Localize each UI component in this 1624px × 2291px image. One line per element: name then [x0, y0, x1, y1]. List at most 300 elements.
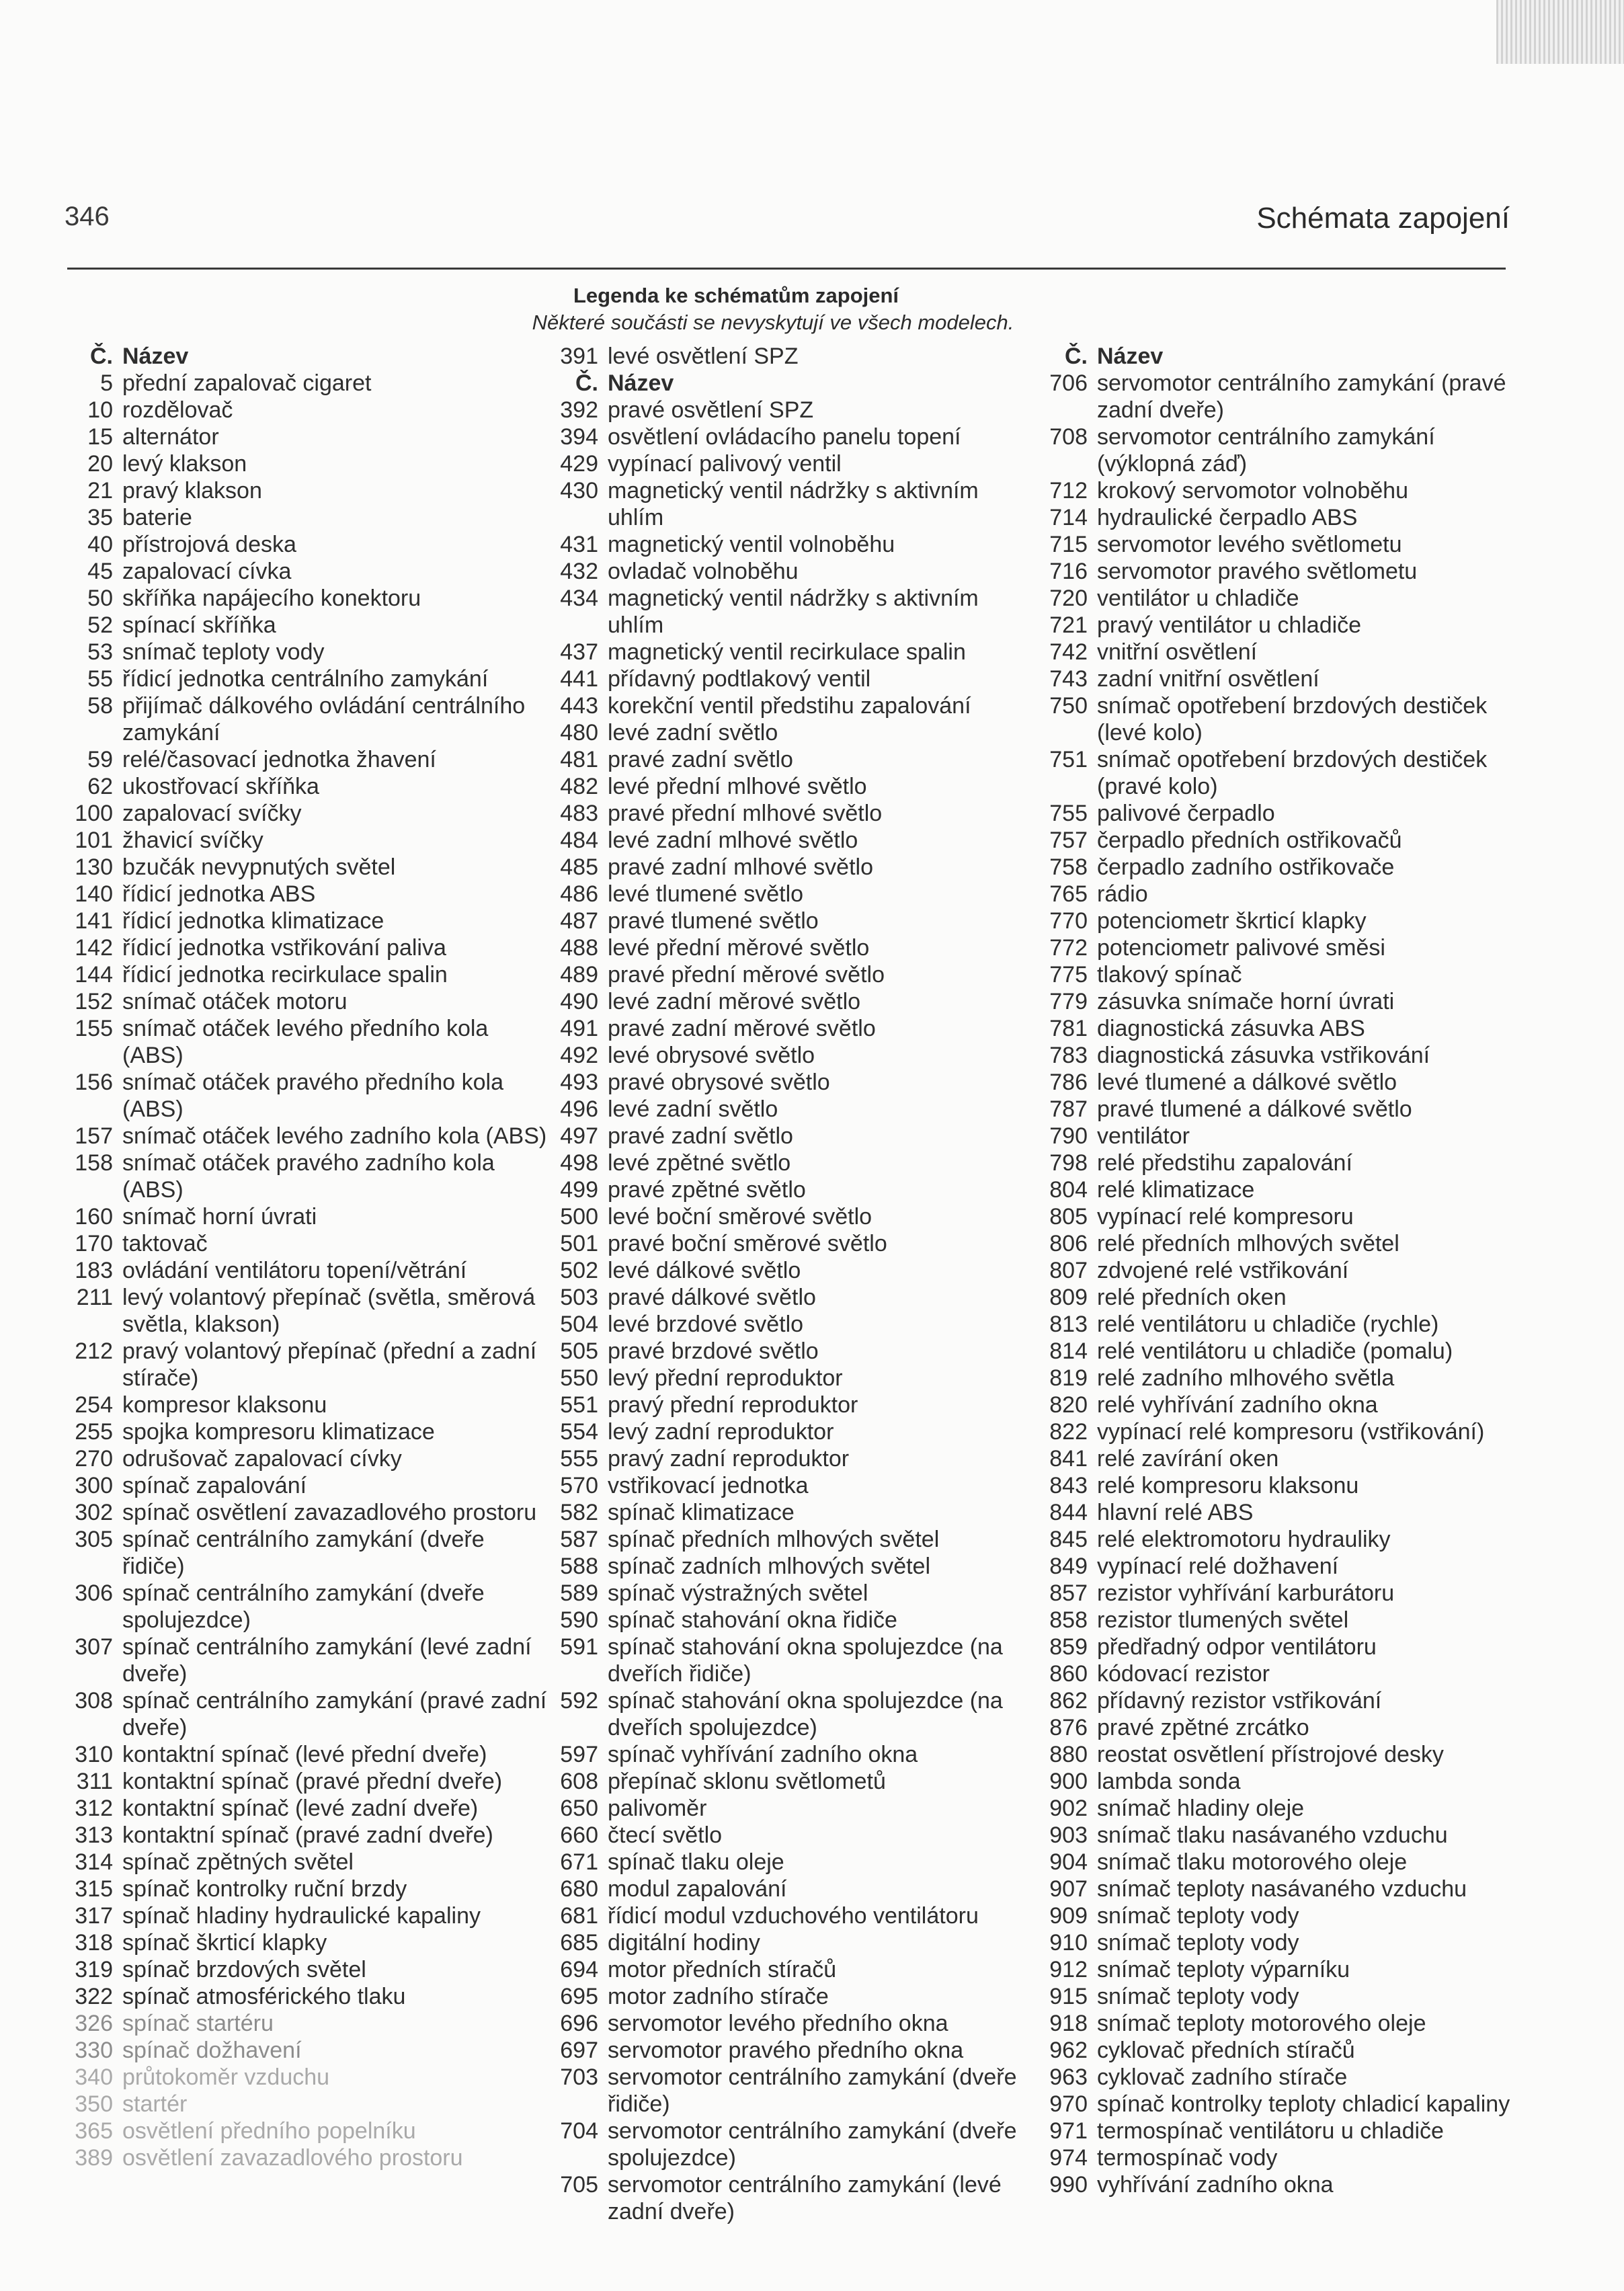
- legend-entry: [554, 1365, 1024, 1392]
- legend-entry: [554, 908, 1024, 934]
- entry-number: 211: [76, 1285, 113, 1310]
- entry-number: 570: [560, 1473, 598, 1498]
- legend-entry: [1043, 1660, 1514, 1687]
- legend-entry: [1043, 504, 1514, 531]
- legend-entry: [1043, 800, 1514, 827]
- legend-column-2: [554, 343, 1024, 2225]
- legend-entry: [554, 854, 1024, 881]
- legend-title: Legenda ke schématům zapojení: [573, 284, 899, 307]
- legend-entry: [554, 1526, 1024, 1553]
- entry-name: servomotor centrálního zamykání (dveře spolujezdce): [608, 2118, 1017, 2171]
- entry-number: 10: [87, 397, 113, 423]
- legend-entry: [66, 666, 550, 692]
- legend-entry: [554, 639, 1024, 666]
- entry-name: relé zadního mlhového světla: [1097, 1365, 1395, 1391]
- entry-name: modul zapalování: [608, 1876, 787, 1902]
- legend-column-header: [66, 343, 550, 370]
- entry-number: 158: [75, 1150, 113, 1176]
- entry-name: spínač centrálního zamykání (levé zadní dveře): [122, 1634, 532, 1687]
- column-header-number: Č.: [575, 370, 598, 396]
- legend-entry: [1043, 1902, 1514, 1929]
- entry-name: spínač kontrolky ruční brzdy: [122, 1876, 407, 1902]
- legend-entry: [66, 531, 550, 558]
- legend-entry: [66, 1499, 550, 1526]
- entry-name: snímač horní úvrati: [122, 1204, 317, 1230]
- entry-name: pravý zadní reproduktor: [608, 1446, 850, 1472]
- entry-name: levé zpětné světlo: [608, 1150, 791, 1176]
- entry-name: levé zadní světlo: [608, 1096, 778, 1122]
- legend-entry: [1043, 1257, 1514, 1284]
- entry-name: levý volantový přepínač (světla, směrová světla, klakson): [122, 1285, 536, 1337]
- entry-name: předřadný odpor ventilátoru: [1097, 1634, 1377, 1660]
- legend-entry: [554, 1123, 1024, 1150]
- legend-entry: [66, 1123, 550, 1150]
- entry-number: 59: [87, 747, 113, 772]
- legend-entry: [554, 1042, 1024, 1069]
- entry-name: palivové čerpadlo: [1097, 801, 1275, 826]
- legend-entry: [1043, 1392, 1514, 1418]
- legend-entry: [66, 1983, 550, 2010]
- entry-number: 486: [560, 881, 598, 907]
- legend-entry: [1043, 1849, 1514, 1876]
- entry-number: 849: [1049, 1554, 1088, 1579]
- entry-number: 350: [75, 2091, 113, 2117]
- entry-number: 805: [1049, 1204, 1088, 1230]
- entry-number: 317: [75, 1903, 113, 1929]
- entry-number: 970: [1049, 2091, 1088, 2117]
- entry-name: levé přední měrové světlo: [608, 935, 870, 961]
- entry-name: snímač otáček motoru: [122, 989, 348, 1014]
- entry-number: 903: [1049, 1822, 1088, 1848]
- entry-number: 300: [75, 1473, 113, 1498]
- entry-number: 843: [1049, 1473, 1088, 1498]
- legend-entry: [554, 1338, 1024, 1365]
- entry-name: spínací skříňka: [122, 612, 276, 638]
- entry-name: levý klakson: [122, 451, 247, 477]
- entry-name: přepínač sklonu světlometů: [608, 1769, 886, 1794]
- entry-name: osvětlení ovládacího panelu topení: [608, 424, 961, 450]
- entry-name: ovládání ventilátoru topení/větrání: [122, 1258, 467, 1283]
- entry-name: spínač tlaku oleje: [608, 1849, 784, 1875]
- legend-entry: [554, 1956, 1024, 1983]
- entry-number: 862: [1049, 1688, 1088, 1714]
- entry-name: rezistor vyhřívání karburátoru: [1097, 1580, 1395, 1606]
- entry-number: 806: [1049, 1231, 1088, 1256]
- entry-name: spínač osvětlení zavazadlového prostoru: [122, 1500, 537, 1525]
- entry-name: spínač centrálního zamykání (pravé zadní dveře): [122, 1688, 547, 1740]
- entry-name: pravé zadní světlo: [608, 747, 793, 772]
- entry-name: spínač stahování okna spolujezdce (na dveřích spolujezdce): [608, 1688, 1003, 1740]
- entry-name: cyklovač zadního stírače: [1097, 2064, 1348, 2090]
- legend-entry: [1043, 1876, 1514, 1902]
- entry-name: spínač předních mlhových světel: [608, 1527, 940, 1552]
- entry-number: 555: [560, 1446, 598, 1472]
- entry-name: spínač startéru: [122, 2011, 274, 2036]
- entry-name: kontaktní spínač (levé přední dveře): [122, 1742, 487, 1767]
- legend-entry: [1043, 746, 1514, 800]
- entry-number: 608: [560, 1769, 598, 1794]
- entry-name: průtokoměr vzduchu: [122, 2064, 330, 2090]
- entry-name: snímač teploty vody: [1097, 1930, 1299, 1956]
- entry-number: 844: [1049, 1500, 1088, 1525]
- entry-name: přední zapalovač cigaret: [122, 370, 372, 396]
- legend-entry: [66, 1634, 550, 1687]
- legend-entry: [66, 1876, 550, 1902]
- legend-entry: [554, 1284, 1024, 1311]
- entry-number: 130: [75, 854, 113, 880]
- entry-name: řídicí jednotka recirkulace spalin: [122, 962, 448, 988]
- legend-entry: [66, 424, 550, 450]
- entry-name: zadní vnitřní osvětlení: [1097, 666, 1320, 692]
- entry-number: 156: [75, 1070, 113, 1095]
- column-header-name: Název: [608, 370, 674, 396]
- page-number: 346: [65, 202, 110, 231]
- entry-number: 550: [560, 1365, 598, 1391]
- entry-name: spínač škrticí klapky: [122, 1930, 327, 1956]
- entry-number: 155: [75, 1016, 113, 1041]
- legend-entry: [554, 424, 1024, 450]
- legend-entry: [66, 1150, 550, 1203]
- legend-entry: [66, 934, 550, 961]
- legend-entry: [554, 477, 1024, 531]
- legend-entry: [66, 1902, 550, 1929]
- entry-name: spínač zpětných světel: [122, 1849, 354, 1875]
- legend-entry: [1043, 2064, 1514, 2091]
- entry-number: 750: [1049, 693, 1088, 719]
- entry-name: reostat osvětlení přístrojové desky: [1097, 1742, 1444, 1767]
- legend-entry: [554, 1822, 1024, 1849]
- legend-entry: [1043, 2010, 1514, 2037]
- legend-entry: [554, 1741, 1024, 1768]
- legend-entry: [1043, 1822, 1514, 1849]
- entry-name: levé zadní měrové světlo: [608, 989, 861, 1014]
- legend-column-1: [66, 343, 550, 2171]
- legend-entry: [66, 397, 550, 424]
- legend-entry: [1043, 1983, 1514, 2010]
- entry-name: spojka kompresoru klimatizace: [122, 1419, 435, 1445]
- legend-entry: [66, 2118, 550, 2144]
- entry-name: termospínač ventilátoru u chladiče: [1097, 2118, 1444, 2144]
- entry-number: 505: [560, 1338, 598, 1364]
- entry-name: přídavný rezistor vstřikování: [1097, 1688, 1382, 1714]
- entry-number: 907: [1049, 1876, 1088, 1902]
- entry-name: servomotor pravého předního okna: [608, 2038, 964, 2063]
- legend-entry: [66, 881, 550, 908]
- legend-entry: [1043, 692, 1514, 746]
- entry-name: levé boční směrové světlo: [608, 1204, 872, 1230]
- legend-entry: [66, 800, 550, 827]
- entry-number: 554: [560, 1419, 598, 1445]
- legend-entry: [1043, 881, 1514, 908]
- entry-name: řídicí jednotka vstřikování paliva: [122, 935, 446, 961]
- entry-number: 15: [87, 424, 113, 450]
- entry-name: spínač centrálního zamykání (dveře řidiče): [122, 1527, 485, 1579]
- entry-name: servomotor centrálního zamykání (levé zadní dveře): [608, 2172, 1002, 2224]
- entry-number: 58: [87, 693, 113, 719]
- entry-name: servomotor pravého světlometu: [1097, 559, 1418, 584]
- entry-name: relé ventilátoru u chladiče (pomalu): [1097, 1338, 1453, 1364]
- entry-number: 160: [75, 1204, 113, 1230]
- legend-entry: [66, 504, 550, 531]
- entry-name: tlakový spínač: [1097, 962, 1242, 988]
- legend-entry: [1043, 1284, 1514, 1311]
- entry-number: 697: [560, 2038, 598, 2063]
- entry-number: 501: [560, 1231, 598, 1256]
- legend-entry: [66, 612, 550, 639]
- legend-entry: [1043, 961, 1514, 988]
- entry-name: ovladač volnoběhu: [608, 559, 799, 584]
- legend-entry: [554, 988, 1024, 1015]
- legend-entry: [66, 2037, 550, 2064]
- legend-entry: [1043, 934, 1514, 961]
- legend-entry: [1043, 1365, 1514, 1392]
- entry-name: skříňka napájecího konektoru: [122, 586, 421, 611]
- entry-name: relé předních oken: [1097, 1285, 1287, 1310]
- entry-number: 597: [560, 1742, 598, 1767]
- entry-name: pravé zadní mlhové světlo: [608, 854, 873, 880]
- legend-entry: [1043, 1042, 1514, 1069]
- legend-entry: [1043, 1741, 1514, 1768]
- entry-number: 813: [1049, 1312, 1088, 1337]
- entry-number: 489: [560, 962, 598, 988]
- legend-entry: [1043, 2171, 1514, 2198]
- legend-entry: [66, 1929, 550, 1956]
- entry-number: 307: [75, 1634, 113, 1660]
- entry-number: 779: [1049, 989, 1088, 1014]
- legend-entry: [554, 1580, 1024, 1607]
- entry-name: relé vyhřívání zadního okna: [1097, 1392, 1378, 1418]
- legend-entry: [554, 2037, 1024, 2064]
- legend-entry: [66, 1741, 550, 1768]
- entry-name: řídicí jednotka ABS: [122, 881, 316, 907]
- entry-number: 809: [1049, 1285, 1088, 1310]
- legend-entry: [66, 1795, 550, 1822]
- entry-number: 434: [560, 586, 598, 611]
- legend-entry: [1043, 477, 1514, 504]
- entry-name: relé elektromotoru hydrauliky: [1097, 1527, 1391, 1552]
- entry-name: snímač teploty vody: [1097, 1903, 1299, 1929]
- entry-number: 481: [560, 747, 598, 772]
- legend-entry: [554, 1392, 1024, 1418]
- entry-name: potenciometr palivové směsi: [1097, 935, 1385, 961]
- entry-name: rezistor tlumených světel: [1097, 1607, 1349, 1633]
- entry-number: 712: [1049, 478, 1088, 504]
- entry-number: 582: [560, 1500, 598, 1525]
- entry-number: 685: [560, 1930, 598, 1956]
- entry-number: 62: [87, 774, 113, 799]
- legend-entry: [1043, 2118, 1514, 2144]
- entry-number: 963: [1049, 2064, 1088, 2090]
- legend-column-header: [554, 370, 1024, 397]
- entry-name: snímač tlaku nasávaného vzduchu: [1097, 1822, 1448, 1848]
- entry-name: korekční ventil předstihu zapalování: [608, 693, 971, 719]
- entry-name: relé/časovací jednotka žhavení: [122, 747, 436, 772]
- entry-name: snímač otáček levého zadního kola (ABS): [122, 1123, 547, 1149]
- entry-name: levé tlumené a dálkové světlo: [1097, 1070, 1397, 1095]
- entry-number: 820: [1049, 1392, 1088, 1418]
- entry-number: 650: [560, 1796, 598, 1821]
- entry-name: snímač teploty vody: [122, 639, 325, 665]
- entry-number: 389: [75, 2145, 113, 2171]
- entry-number: 491: [560, 1016, 598, 1041]
- legend-entry: [66, 854, 550, 881]
- entry-number: 696: [560, 2011, 598, 2036]
- entry-number: 857: [1049, 1580, 1088, 1606]
- entry-name: vypínací relé kompresoru (vstřikování): [1097, 1419, 1485, 1445]
- entry-number: 880: [1049, 1742, 1088, 1767]
- entry-number: 720: [1049, 586, 1088, 611]
- entry-number: 140: [75, 881, 113, 907]
- legend-entry: [66, 585, 550, 612]
- entry-number: 20: [87, 451, 113, 477]
- entry-number: 305: [75, 1527, 113, 1552]
- entry-name: řídicí jednotka centrálního zamykání: [122, 666, 489, 692]
- legend-entry: [1043, 612, 1514, 639]
- entry-name: ukostřovací skříňka: [122, 774, 319, 799]
- entry-name: pravé osvětlení SPZ: [608, 397, 814, 423]
- legend-entry: [66, 773, 550, 800]
- legend-entry: [554, 961, 1024, 988]
- entry-name: relé ventilátoru u chladiče (rychle): [1097, 1312, 1439, 1337]
- entry-number: 40: [87, 532, 113, 557]
- legend-entry: [554, 800, 1024, 827]
- entry-number: 254: [75, 1392, 113, 1418]
- entry-number: 715: [1049, 532, 1088, 557]
- entry-name: vyhřívání zadního okna: [1097, 2172, 1334, 2198]
- column-header-name: Název: [122, 344, 189, 369]
- entry-name: snímač otáček pravého zadního kola (ABS): [122, 1150, 495, 1203]
- entry-name: relé klimatizace: [1097, 1177, 1255, 1203]
- entry-name: osvětlení předního popelníku: [122, 2118, 416, 2144]
- entry-number: 492: [560, 1043, 598, 1068]
- entry-name: pravé zadní světlo: [608, 1123, 793, 1149]
- entry-number: 488: [560, 935, 598, 961]
- entry-name: snímač otáček pravého předního kola (ABS): [122, 1070, 504, 1122]
- entry-name: pravé zadní měrové světlo: [608, 1016, 876, 1041]
- legend-entry: [554, 1418, 1024, 1445]
- legend-entry: [554, 827, 1024, 854]
- entry-number: 742: [1049, 639, 1088, 665]
- entry-number: 775: [1049, 962, 1088, 988]
- legend-entry: [66, 1418, 550, 1445]
- entry-name: ventilátor u chladiče: [1097, 586, 1299, 611]
- column-header-number: Č.: [90, 344, 113, 369]
- entry-name: hydraulické čerpadlo ABS: [1097, 505, 1358, 530]
- entry-number: 21: [87, 478, 113, 504]
- entry-number: 909: [1049, 1903, 1088, 1929]
- legend-entry: [554, 1069, 1024, 1096]
- entry-number: 962: [1049, 2038, 1088, 2063]
- entry-number: 660: [560, 1822, 598, 1848]
- entry-number: 590: [560, 1607, 598, 1633]
- legend-entry: [66, 477, 550, 504]
- entry-name: levé zadní mlhové světlo: [608, 828, 858, 853]
- entry-number: 326: [75, 2011, 113, 2036]
- legend-entry: [1043, 1338, 1514, 1365]
- entry-number: 499: [560, 1177, 598, 1203]
- legend-entry: [1043, 908, 1514, 934]
- entry-name: pravé brzdové světlo: [608, 1338, 819, 1364]
- entry-name: přídavný podtlakový ventil: [608, 666, 871, 692]
- legend-entry: [554, 1795, 1024, 1822]
- entry-name: alternátor: [122, 424, 219, 450]
- scan-edge-artifact: [1496, 0, 1624, 64]
- entry-name: pravý volantový přepínač (přední a zadní stírače): [122, 1338, 537, 1391]
- entry-number: 705: [560, 2172, 598, 2198]
- legend-entry: [66, 639, 550, 666]
- entry-number: 703: [560, 2064, 598, 2090]
- legend-entry: [66, 1472, 550, 1499]
- legend-entry: [554, 1929, 1024, 1956]
- entry-number: 990: [1049, 2172, 1088, 2198]
- entry-name: hlavní relé ABS: [1097, 1500, 1254, 1525]
- entry-number: 721: [1049, 612, 1088, 638]
- entry-name: vypínací relé dožhavení: [1097, 1554, 1339, 1579]
- entry-number: 498: [560, 1150, 598, 1176]
- entry-name: snímač opotřebení brzdových destiček (levé kolo): [1097, 693, 1488, 746]
- entry-number: 706: [1049, 370, 1088, 396]
- legend-entry: [66, 1526, 550, 1580]
- legend-entry: [554, 692, 1024, 719]
- entry-name: pravé zpětné zrcátko: [1097, 1715, 1309, 1740]
- legend-entry: [554, 2118, 1024, 2171]
- legend-entry: [66, 988, 550, 1015]
- entry-name: krokový servomotor volnoběhu: [1097, 478, 1409, 504]
- entry-number: 503: [560, 1285, 598, 1310]
- legend-entry: [554, 450, 1024, 477]
- entry-name: řídicí jednotka klimatizace: [122, 908, 384, 934]
- entry-name: spínač zadních mlhových světel: [608, 1554, 931, 1579]
- entry-number: 35: [87, 505, 113, 530]
- entry-name: servomotor centrálního zamykání (pravé zadní dveře): [1097, 370, 1506, 423]
- legend-entry: [554, 1472, 1024, 1499]
- entry-number: 496: [560, 1096, 598, 1122]
- entry-number: 680: [560, 1876, 598, 1902]
- entry-number: 493: [560, 1070, 598, 1095]
- legend-entry: [1043, 1795, 1514, 1822]
- entry-name: kódovací rezistor: [1097, 1661, 1270, 1687]
- entry-number: 757: [1049, 828, 1088, 853]
- entry-name: přístrojová deska: [122, 532, 296, 557]
- entry-number: 695: [560, 1984, 598, 2009]
- entry-number: 497: [560, 1123, 598, 1149]
- entry-number: 311: [76, 1769, 113, 1794]
- entry-name: odrušovač zapalovací cívky: [122, 1446, 402, 1472]
- legend-entry: [66, 1849, 550, 1876]
- legend-entry: [1043, 1634, 1514, 1660]
- entry-number: 270: [75, 1446, 113, 1472]
- legend-entry: [554, 1607, 1024, 1634]
- entry-name: pravé přední mlhové světlo: [608, 801, 883, 826]
- entry-number: 765: [1049, 881, 1088, 907]
- entry-number: 912: [1049, 1957, 1088, 1982]
- entry-number: 783: [1049, 1043, 1088, 1068]
- entry-number: 429: [560, 451, 598, 477]
- legend-entry: [554, 1902, 1024, 1929]
- entry-name: čerpadlo zadního ostřikovače: [1097, 854, 1395, 880]
- entry-name: vnitřní osvětlení: [1097, 639, 1258, 665]
- legend-entry: [554, 1499, 1024, 1526]
- entry-number: 52: [87, 612, 113, 638]
- legend-entry: [66, 1230, 550, 1257]
- legend-entry: [66, 827, 550, 854]
- entry-number: 487: [560, 908, 598, 934]
- entry-name: levé obrysové světlo: [608, 1043, 815, 1068]
- legend-entry: [1043, 1687, 1514, 1714]
- entry-name: snímač teploty motorového oleje: [1097, 2011, 1426, 2036]
- legend-entry: [66, 1392, 550, 1418]
- legend-entry: [1043, 1069, 1514, 1096]
